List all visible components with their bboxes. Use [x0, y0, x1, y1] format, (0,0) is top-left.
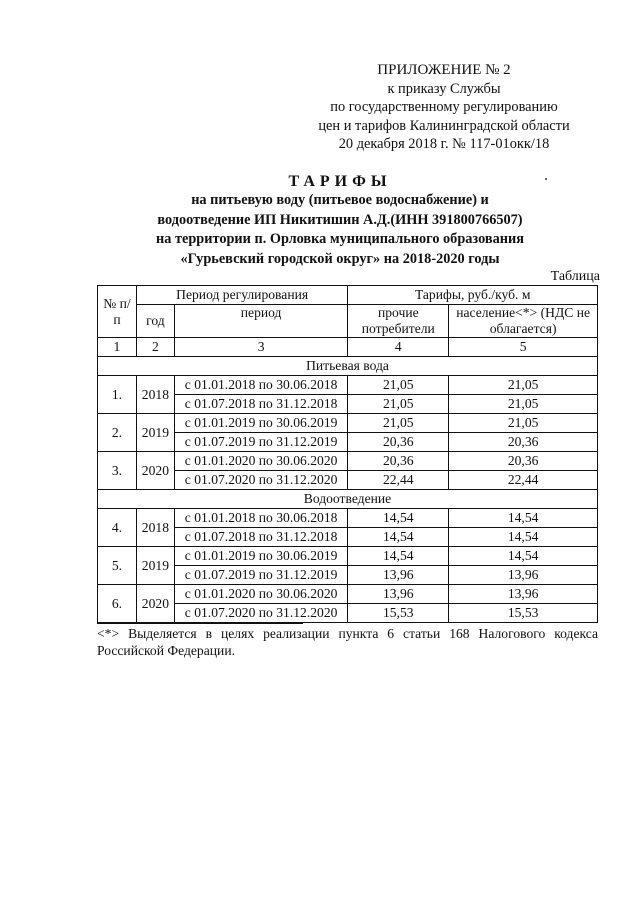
table-row — [98, 414, 598, 433]
header-population: население<*> (НДС не облагается) — [449, 305, 598, 338]
section-title: Питьевая вода — [98, 357, 598, 376]
title-line: водоотведение ИП Никитишин А.Д.(ИНН 391800766507) — [157, 211, 523, 228]
section-row — [98, 357, 598, 376]
period-cell: с 01.01.2018 по 30.06.2018 — [174, 376, 347, 395]
population-cell: 13,96 — [449, 585, 598, 604]
row-number: 5. — [98, 547, 137, 585]
footnote — [97, 625, 598, 659]
period-cell: с 01.01.2020 по 30.06.2020 — [174, 452, 347, 471]
column-number: 1 — [98, 338, 137, 357]
table-row — [98, 376, 598, 395]
table-label: Таблица — [550, 269, 600, 284]
population-cell: 15,53 — [449, 604, 598, 623]
other-consumers-cell: 21,05 — [348, 414, 449, 433]
header-line: цен и тарифов Калининградской области — [318, 117, 570, 134]
other-consumers-cell: 13,96 — [348, 566, 449, 585]
other-consumers-cell: 13,96 — [348, 585, 449, 604]
period-cell: с 01.07.2020 по 31.12.2020 — [174, 604, 347, 623]
population-cell: 20,36 — [449, 433, 598, 452]
year-cell: 2019 — [136, 414, 174, 452]
period-cell: с 01.07.2018 по 31.12.2018 — [174, 528, 347, 547]
row-number: 1. — [98, 376, 137, 414]
population-cell: 22,44 — [449, 471, 598, 490]
title-line: «Гурьевский городской округ» на 2018-2020 годы — [180, 250, 500, 267]
appendix-number: ПРИЛОЖЕНИЕ № 2 — [377, 62, 511, 78]
population-cell: 21,05 — [449, 414, 598, 433]
section-title: Водоотведение — [98, 490, 598, 509]
header-line: к приказу Службы — [387, 80, 501, 97]
table-row — [98, 547, 598, 566]
table-row — [98, 452, 598, 471]
population-cell: 21,05 — [449, 376, 598, 395]
period-cell: с 01.01.2019 по 30.06.2019 — [174, 414, 347, 433]
period-cell: с 01.07.2019 по 31.12.2019 — [174, 566, 347, 585]
period-cell: с 01.07.2020 по 31.12.2020 — [174, 471, 347, 490]
other-consumers-cell: 15,53 — [348, 604, 449, 623]
header-year: год — [136, 305, 174, 338]
year-cell: 2018 — [136, 376, 174, 414]
other-consumers-cell: 20,36 — [348, 433, 449, 452]
header-tariff-group: Тарифы, руб./куб. м — [348, 286, 598, 305]
period-cell: с 01.01.2019 по 30.06.2019 — [174, 547, 347, 566]
header-period: период — [174, 305, 347, 338]
row-number: 4. — [98, 509, 137, 547]
order-date-line: 20 декабря 2018 г. № 117-01окк/18 — [338, 136, 550, 153]
other-consumers-cell: 14,54 — [348, 528, 449, 547]
period-cell: с 01.07.2018 по 31.12.2018 — [174, 395, 347, 414]
document-title — [80, 172, 600, 269]
population-cell: 13,96 — [449, 566, 598, 585]
footnote-rule — [97, 623, 303, 624]
table-row — [98, 585, 598, 604]
title-line: на территории п. Орловка муниципального образования — [156, 231, 524, 248]
tariff-table — [97, 285, 598, 623]
period-cell: с 01.01.2020 по 30.06.2020 — [174, 585, 347, 604]
period-cell: с 01.07.2019 по 31.12.2019 — [174, 433, 347, 452]
other-consumers-cell: 21,05 — [348, 376, 449, 395]
row-number: 6. — [98, 585, 137, 623]
row-number: 3. — [98, 452, 137, 490]
column-number: 3 — [174, 338, 347, 357]
header-other-consumers: прочие потребители — [348, 305, 449, 338]
column-number: 4 — [348, 338, 449, 357]
year-cell: 2020 — [136, 585, 174, 623]
column-number: 5 — [449, 338, 598, 357]
population-cell: 14,54 — [449, 509, 598, 528]
other-consumers-cell: 22,44 — [348, 471, 449, 490]
year-cell: 2018 — [136, 509, 174, 547]
header-num: № п/п — [98, 286, 137, 338]
appendix-header — [290, 61, 598, 154]
title-line: на питьевую воду (питьевое водоснабжение) и — [191, 192, 489, 209]
column-number-row — [98, 338, 598, 357]
population-cell: 14,54 — [449, 547, 598, 566]
table-row — [98, 509, 598, 528]
column-number: 2 — [136, 338, 174, 357]
title-main: ТАРИФЫ — [288, 173, 392, 190]
footnote-line: <*> Выделяется в целях реализации пункта 6 статьи 168 Налогового кодекса — [97, 626, 598, 641]
population-cell: 21,05 — [449, 395, 598, 414]
header-row-sub — [98, 305, 598, 338]
header-period-group: Период регулирования — [136, 286, 347, 305]
other-consumers-cell: 14,54 — [348, 509, 449, 528]
year-cell: 2020 — [136, 452, 174, 490]
population-cell: 14,54 — [449, 528, 598, 547]
year-cell: 2019 — [136, 547, 174, 585]
other-consumers-cell: 21,05 — [348, 395, 449, 414]
row-number: 2. — [98, 414, 137, 452]
other-consumers-cell: 20,36 — [348, 452, 449, 471]
period-cell: с 01.01.2018 по 30.06.2018 — [174, 509, 347, 528]
footnote-line: Российской Федерации. — [97, 643, 235, 658]
other-consumers-cell: 14,54 — [348, 547, 449, 566]
population-cell: 20,36 — [449, 452, 598, 471]
header-line: по государственному регулированию — [330, 99, 558, 116]
section-row — [98, 490, 598, 509]
header-row-top — [98, 286, 598, 305]
